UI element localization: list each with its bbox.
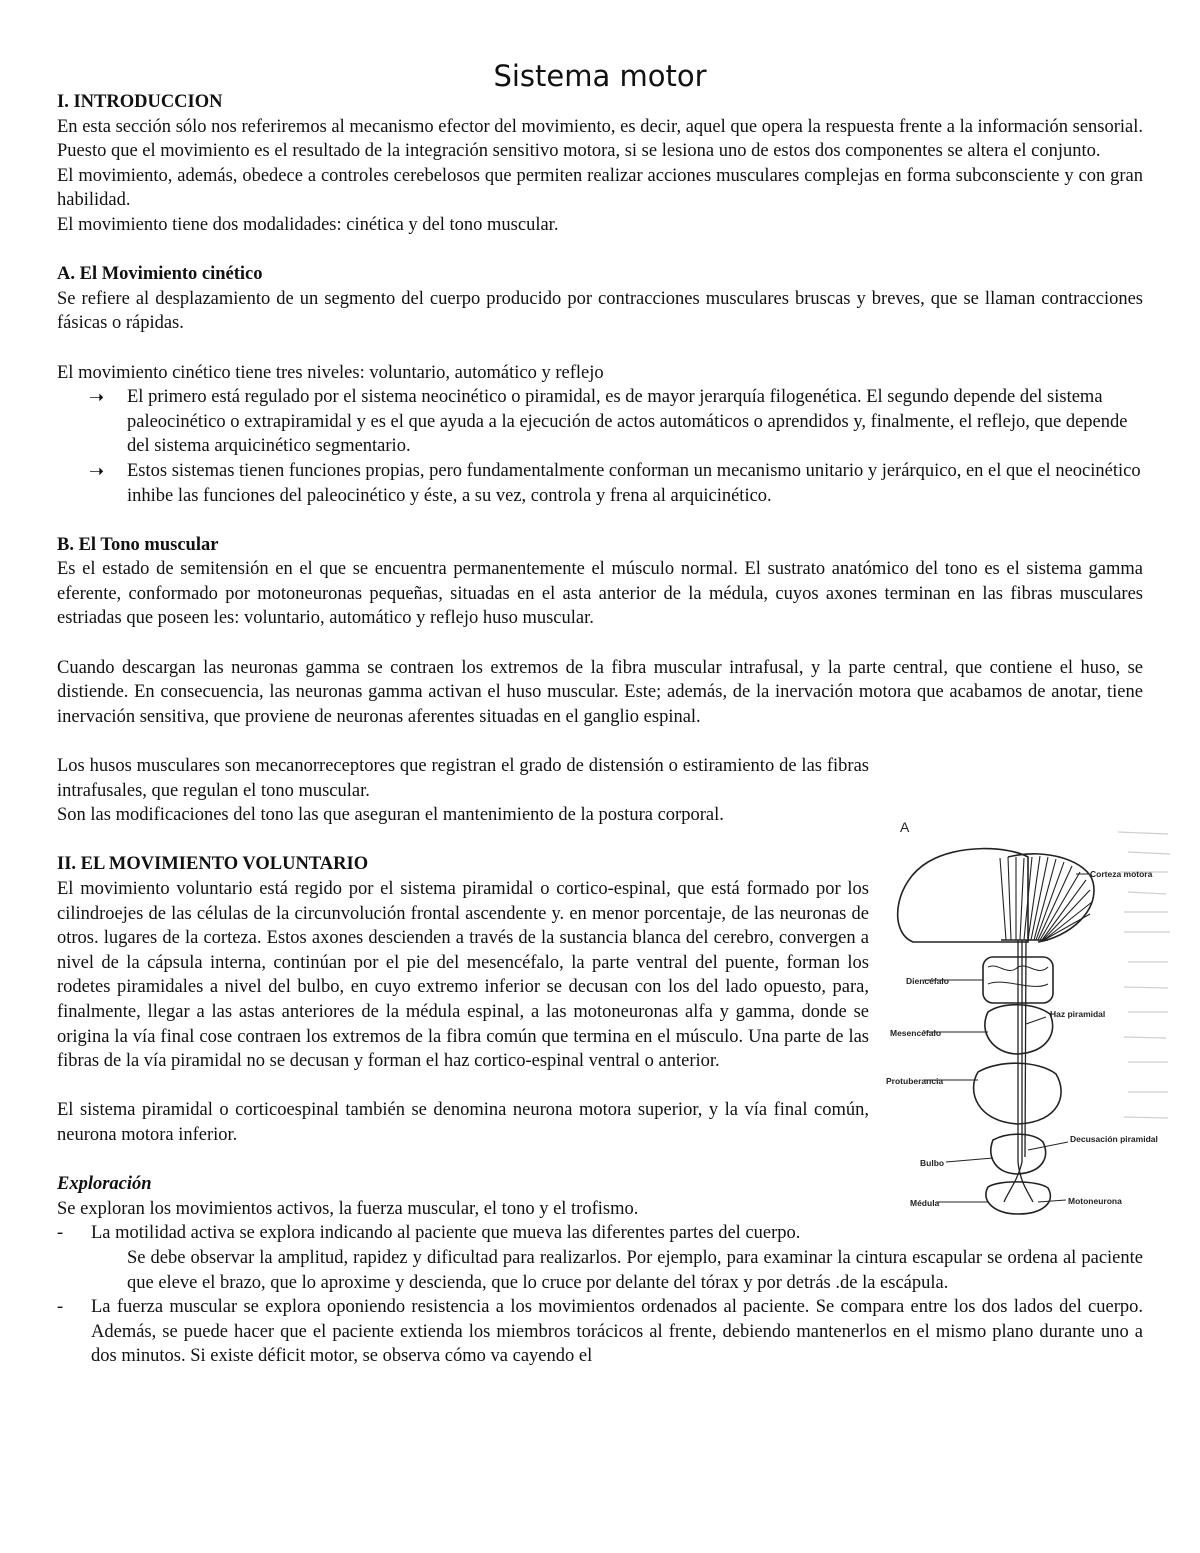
cinetico-paragraph-1: Se refiere al desplazamiento de un segmento del cuerpo producido por contracciones musculares bruscas y breves, que se llaman contracciones fásicas o rápidas.: [57, 288, 1143, 334]
label-medula: Médula: [910, 1198, 940, 1208]
pyramidal-tract-diagram: [828, 762, 1178, 1217]
pyramidal-tract-fibers: [1004, 940, 1033, 1202]
arrow-bullet-icon: ➝: [89, 460, 105, 481]
bullet-text: Estos sistemas tienen funciones propias, pero fundamentalmente conforman un mecanismo unitario y jerárquico, en el que el neocinético inhibe las funciones del paleocinético y éste, a su vez, controla y frena al arquicinético.: [127, 460, 1141, 506]
tono-paragraph-4: Son las modificaciones del tono las que aseguran el mantenimiento de la postura corporal.: [57, 805, 724, 826]
label-leader-lines: [924, 874, 1088, 1202]
pyramidal-tract-figure: [828, 762, 1178, 1217]
item-text: La motilidad activa se explora indicando al paciente que mueva las diferentes partes del cuerpo.: [91, 1223, 801, 1244]
tono-paragraph-1: Es el estado de semitensión en el que se encuentra permanentemente el músculo normal. El sustrato anatómico del tono es el sistema gamma eferente, conformado por motoneuronas pequeñas, situadas en el asta anterior de la médula, cuyos axones terminan en las fibras musculares estriadas que poseen les: voluntario, automático y reflejo huso muscular.: [57, 559, 1143, 629]
heading-movimiento-voluntario: II. EL MOVIMIENTO VOLUNTARIO: [57, 854, 369, 875]
list-item: [89, 385, 1143, 459]
exploracion-paragraph-1: Se exploran los movimientos activos, la fuerza muscular, el tono y el trofismo.: [57, 1198, 639, 1219]
exploracion-list: [57, 1221, 1143, 1369]
left-column: [57, 754, 869, 1148]
label-diencefalo: Diencéfalo: [906, 976, 949, 986]
heading-introduccion: I. INTRODUCCION: [57, 92, 223, 112]
cinetico-paragraph-2: El movimiento cinético tiene tres niveles: voluntario, automático y reflejo: [57, 362, 604, 383]
label-haz-piramidal: Haz piramidal: [1050, 1009, 1106, 1019]
voluntario-paragraph-1: El movimiento voluntario está regido por el sistema piramidal o cortico-espinal, que está formado por los cilindroejes de las células de la circunvolución frontal ascendente y. en menor porcentaje, de las neuronas de otros. lugares de la corteza. Estos axones descienden a través de la sustancia blanca del cerebro, convergen a nivel de la cápsula interna, continúan por el pie del mesencéfalo, la parte ventral del puente, forman los rodetes piramidales a nivel del bulbo, en cuyo extremo inferior se decusan con los del lado opuesto, para, finalmente, llegar a las astas anteriores de la médula espinal, a las motoneuronas alfa y gamma, donde se origina la vía final cose contraen los extremos de la fibra común que termina en el músculo. Una parte de las fibras de la vía piramidal no se decusan y forman el haz cortico-espinal ventral o anterior.: [57, 879, 869, 1072]
heading-exploracion: Exploración: [57, 1174, 152, 1195]
list-item: [57, 1221, 1143, 1295]
intro-paragraph-1: En esta sección sólo nos referiremos al mecanismo efector del movimiento, es decir, aquel que opera la respuesta frente a la información sensorial. Puesto que el movimiento es el resultado de la integración sensitivo motora, si se lesiona uno de estos dos componentes se altera el conjunto.: [57, 116, 1143, 162]
heading-tono-muscular: B. El Tono muscular: [57, 534, 219, 555]
label-protuberancia: Protuberancia: [886, 1076, 944, 1086]
label-bulbo: Bulbo: [920, 1158, 945, 1168]
label-corteza-motora: Corteza motora: [1090, 869, 1153, 879]
intro-paragraph-2: El movimiento, además, obedece a controles cerebelosos que permiten realizar acciones musculares complejas en forma subconsciente y con gran habilidad.: [57, 165, 1143, 211]
tono-paragraph-2: Cuando descargan las neuronas gamma se contraen los extremos de la fibra muscular intrafusal, y la parte central, que contiene el huso, se distiende. En consecuencia, las neuronas gamma activan el huso muscular. Este; además, de la inervación motora que acabamos de anotar, tiene inervación sensitiva, que proviene de neuronas aferentes situadas en el ganglio espinal.: [57, 657, 1143, 727]
label-mesencefalo: Mesencéfalo: [890, 1028, 942, 1038]
document-title: Sistema motor: [493, 59, 707, 93]
label-decusacion-piramidal: Decusación piramidal: [1070, 1134, 1158, 1144]
pons-shape: [974, 1063, 1062, 1124]
cinetico-bullet-list: [57, 385, 1143, 508]
panel-letter: A: [900, 819, 910, 835]
mesencephalon-shape: [985, 1005, 1053, 1054]
spinal-cord-shape: [986, 1182, 1050, 1214]
tono-paragraph-3: Los husos musculares son mecanorreceptores que registran el grado de distensión o estiramiento de las fibras intrafusales, que regulan el tono muscular.: [57, 756, 869, 801]
list-item: [57, 1295, 1143, 1369]
voluntario-paragraph-2: El sistema piramidal o corticoespinal también se denomina neurona motora superior, y la vía final común, neurona motora inferior.: [57, 1100, 869, 1145]
item-text: La fuerza muscular se explora oponiendo resistencia a los movimientos ordenados al paciente. Se compara entre los dos lados del cuerpo. Además, se puede hacer que el paciente extienda los miembros torácicos al frente, debiendo mantenerlos en el mismo plano durante uno a dos minutos. Si existe déficit motor, se observa cómo va cayendo el: [91, 1297, 1143, 1367]
bullet-text: El primero está regulado por el sistema neocinético o piramidal, es de mayor jerarquía filogenética. El segundo depende del sistema paleocinético o extrapiramidal y es el que ayuda a la ejecución de actos automáticos o aprendidos y, finalmente, el reflejo, que depende del sistema arquicinético segmentario.: [127, 387, 1128, 457]
arrow-bullet-icon: ➝: [89, 387, 105, 408]
intro-paragraph-3: El movimiento tiene dos modalidades: cinética y del tono muscular.: [57, 214, 559, 235]
list-item: [89, 459, 1143, 508]
dash-bullet: -: [57, 1223, 64, 1244]
item-subparagraph: Se debe observar la amplitud, rapidez y dificultad para realizarlos. Por ejemplo, para examinar la cintura escapular se ordena al paciente que eleve el brazo, que lo aproxime y descienda, que lo cruce por delante del tórax y por detrás .de la escápula.: [127, 1247, 1143, 1293]
dash-bullet: -: [57, 1297, 64, 1318]
label-motoneurona: Motoneurona: [1068, 1196, 1122, 1206]
heading-movimiento-cinetico: A. El Movimiento cinético: [57, 264, 263, 285]
